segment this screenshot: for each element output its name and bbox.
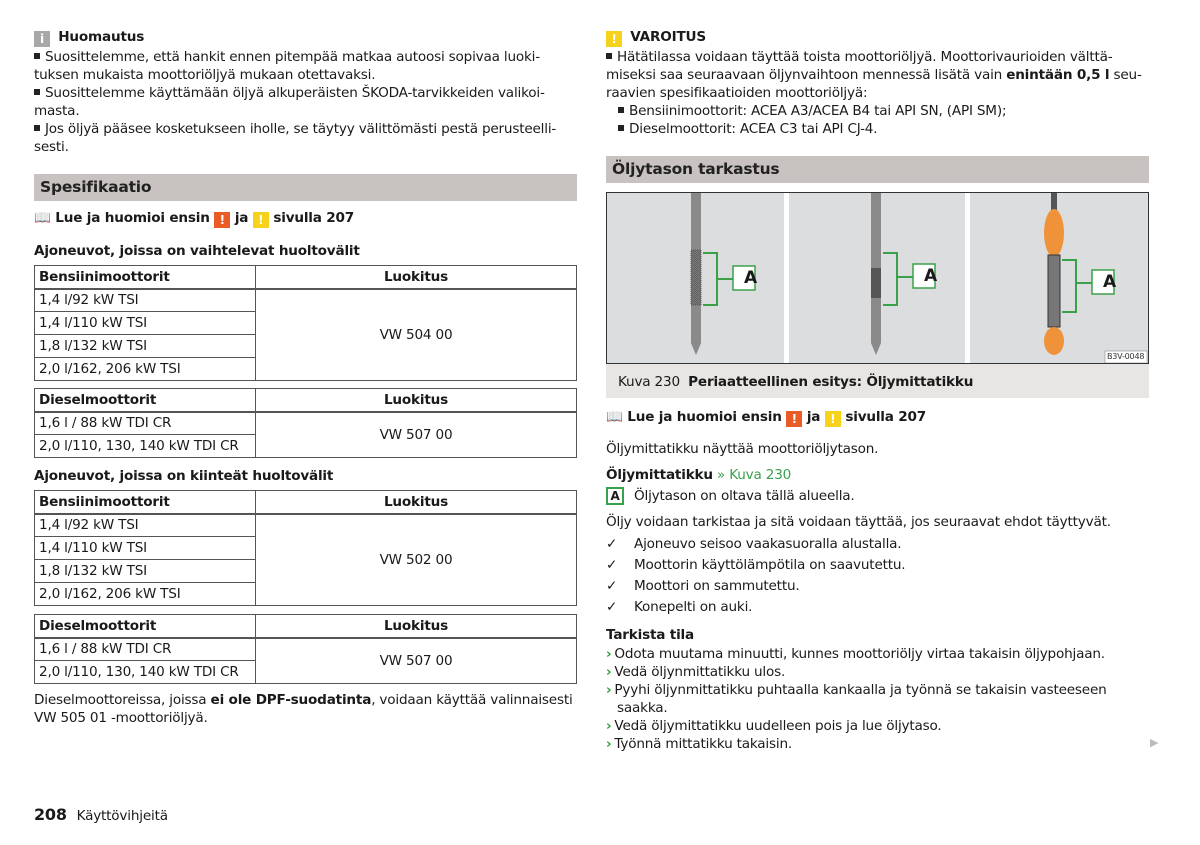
read-first-text: Lue ja huomioi ensin (627, 409, 782, 425)
callout-a-label: A (1103, 272, 1116, 292)
bullet-icon (34, 89, 40, 95)
step-arrow-icon: › (606, 718, 612, 734)
spec-table (34, 388, 577, 458)
legend-text: Öljytason on oltava tällä alueella. (634, 488, 855, 504)
legend-a (606, 487, 855, 505)
note-text: Dieselmoottoreissa, joissa (34, 692, 211, 708)
col-header: Luokitus (256, 389, 577, 412)
dipstick-figure (606, 192, 1149, 364)
warning-text: miseksi saa seuraavaan öljynvaihtoon mennessä lisätä vain (606, 67, 1007, 83)
col-header: Luokitus (256, 615, 577, 638)
warning-icon: ! (606, 31, 622, 47)
list-item: saakka. (617, 700, 668, 716)
table-cell: 1,4 l/110 kW TSI (35, 537, 256, 560)
bullet-icon (618, 125, 624, 131)
book-icon: 📖 (606, 409, 623, 425)
step-arrow-icon: › (606, 646, 612, 662)
note-box (34, 28, 578, 156)
note-text: ei ole DPF-suodatinta (210, 692, 372, 708)
figure-link[interactable]: » Kuva 230 (716, 467, 792, 483)
list-item: Konepelti on auki. (634, 599, 753, 615)
list-item: Vedä öljynmittatikku ulos. (614, 664, 786, 680)
read-first-text: ja (234, 210, 249, 226)
table-cell: 1,4 l/92 kW TSI (35, 514, 256, 537)
warning-yellow-icon: ! (825, 411, 841, 427)
subheading: Ajoneuvot, joissa on kiinteät huoltovälit (34, 468, 334, 484)
table-cell: 1,8 l/132 kW TSI (35, 560, 256, 583)
note-text: Suosittelemme, että hankit ennen pitempää matkaa autoosi sopivaa luoki- (45, 49, 540, 65)
legend-key-box: A (606, 487, 624, 505)
list-item: Vedä öljymittatikku uudelleen pois ja lue öljytaso. (614, 718, 942, 734)
step-arrow-icon: › (606, 682, 612, 698)
list-item: Työnnä mittatikku takaisin. (614, 736, 793, 752)
dipstick-ref (606, 466, 791, 484)
note-text: , voidaan käyttää valinnaisesti (371, 692, 573, 708)
list-item: Ajoneuvo seisoo vaakasuoralla alustalla. (634, 536, 902, 552)
bullet-icon (618, 107, 624, 113)
note-text: tuksen mukaista moottoriöljyä mukaan otettavaksi. (34, 67, 376, 83)
table-cell: VW 507 00 (256, 412, 577, 458)
warning-yellow-icon: ! (253, 212, 269, 228)
steps-list (606, 645, 1107, 753)
table-cell: 1,4 l/110 kW TSI (35, 312, 256, 335)
section-heading: Spesifikaatio (34, 174, 577, 201)
note-text: VW 505 01 -moottoriöljyä. (34, 710, 208, 726)
info-icon: i (34, 31, 50, 47)
step-arrow-icon: › (606, 736, 612, 752)
list-item: Moottori on sammutettu. (634, 578, 800, 594)
warning-text: Dieselmoottorit: ACEA C3 tai API CJ-4. (629, 121, 878, 137)
list-item: Pyyhi öljynmittatikku puhtaalla kankaalla ja työnnä se takaisin vasteeseen (614, 682, 1107, 698)
col-header: Luokitus (256, 491, 577, 514)
note-title: Huomautus (58, 29, 145, 45)
warning-text: Bensiinimoottorit: ACEA A3/ACEA B4 tai API SN, (API SM); (629, 103, 1007, 119)
note-text: Suosittelemme käyttämään öljyä alkuperäisten ŠKODA-tarvikkeiden valikoi- (45, 85, 545, 101)
page-number: 208 (34, 805, 67, 824)
spec-table (34, 265, 577, 381)
note-text: Jos öljyä pääsee kosketukseen iholle, se täytyy välittömästi pestä perusteelli- (45, 121, 557, 137)
caption-text: Periaatteellinen esitys: Öljymittatikku (688, 374, 974, 390)
read-first-text: Lue ja huomioi ensin (55, 210, 210, 226)
list-item: Odota muutama minuutti, kunnes moottoriöljy virtaa takaisin öljypohjaan. (614, 646, 1105, 662)
warning-text: raavien spesifikaatioiden moottoriöljyä: (606, 85, 868, 101)
check-icon: ✓ (606, 599, 618, 615)
page-ref-link[interactable]: sivulla 207 (273, 210, 355, 226)
dipstick-label: Öljymittatikku (606, 467, 713, 483)
check-icon: ✓ (606, 536, 618, 552)
dipstick-illustration (607, 193, 1148, 363)
col-header: Luokitus (256, 266, 577, 289)
col-header: Bensiinimoottorit (35, 491, 256, 514)
book-icon: 📖 (34, 210, 51, 226)
conditions-intro: Öljy voidaan tarkistaa ja sitä voidaan täyttää, jos seuraavat ehdot täyttyvät. (606, 514, 1111, 530)
caption-number: Kuva 230 (618, 374, 680, 390)
continue-arrow-icon: ▶ (1150, 736, 1159, 749)
warning-text: enintään 0,5 l (1006, 67, 1110, 83)
callout-a-label: A (924, 266, 937, 286)
spec-table (34, 614, 577, 684)
read-first (34, 209, 354, 227)
intro-text: Öljymittatikku näyttää moottoriöljytason. (606, 441, 879, 457)
warning-text: seu- (1109, 67, 1142, 83)
footer (34, 805, 168, 824)
steps-heading: Tarkista tila (606, 627, 694, 643)
read-first (606, 408, 926, 426)
table-cell: VW 502 00 (256, 514, 577, 606)
figure-code: B3V-0048 (1107, 352, 1145, 361)
table-cell: 1,8 l/132 kW TSI (35, 335, 256, 358)
bullet-icon (34, 125, 40, 131)
diesel-note (34, 691, 578, 727)
page-ref-link[interactable]: sivulla 207 (845, 409, 927, 425)
table-cell: 2,0 l/110, 130, 140 kW TDI CR (35, 435, 256, 458)
col-header: Dieselmoottorit (35, 615, 256, 638)
table-cell: 1,6 l / 88 kW TDI CR (35, 412, 256, 435)
list-item: Moottorin käyttölämpötila on saavutettu. (634, 557, 906, 573)
note-text: masta. (34, 103, 80, 119)
table-cell: 1,6 l / 88 kW TDI CR (35, 638, 256, 661)
section-heading: Öljytason tarkastus (606, 156, 1149, 183)
bullet-icon (34, 53, 40, 59)
table-cell: VW 507 00 (256, 638, 577, 684)
check-icon: ✓ (606, 557, 618, 573)
warning-text: Hätätilassa voidaan täyttää toista moottoriöljyä. Moottorivaurioiden välttä- (617, 49, 1113, 65)
warning-red-icon: ! (214, 212, 230, 228)
table-cell: 2,0 l/110, 130, 140 kW TDI CR (35, 661, 256, 684)
note-text: sesti. (34, 139, 69, 155)
col-header: Dieselmoottorit (35, 389, 256, 412)
table-cell: 2,0 l/162, 206 kW TSI (35, 358, 256, 381)
table-cell: 1,4 l/92 kW TSI (35, 289, 256, 312)
spec-table (34, 490, 577, 606)
warning-box (606, 28, 1151, 138)
check-icon: ✓ (606, 578, 618, 594)
warning-red-icon: ! (786, 411, 802, 427)
warning-title: VAROITUS (630, 29, 706, 45)
read-first-text: ja (806, 409, 821, 425)
step-arrow-icon: › (606, 664, 612, 680)
bullet-icon (606, 53, 612, 59)
chapter-name: Käyttövihjeitä (76, 808, 168, 824)
table-cell: 2,0 l/162, 206 kW TSI (35, 583, 256, 606)
figure-caption (606, 364, 1149, 398)
col-header: Bensiinimoottorit (35, 266, 256, 289)
subheading: Ajoneuvot, joissa on vaihtelevat huoltovälit (34, 243, 360, 259)
callout-a-label: A (744, 268, 757, 288)
conditions-list (606, 535, 905, 619)
table-cell: VW 504 00 (256, 289, 577, 381)
